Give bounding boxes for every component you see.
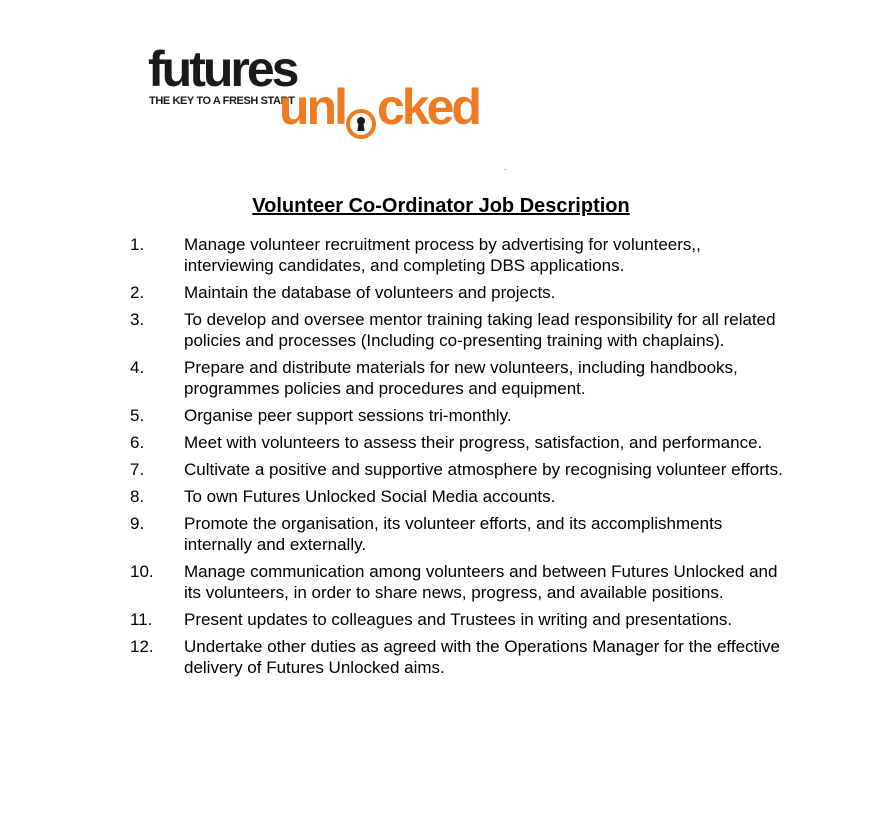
stray-mark: . [504,162,507,172]
duty-item [130,357,790,399]
duty-number: 7. [130,460,145,479]
duty-item [130,282,790,303]
keyhole-icon [346,97,376,127]
duty-number: 8. [130,487,145,506]
duty-number: 9. [130,514,145,533]
duty-number: 10. [130,562,154,581]
duty-number: 11. [130,610,153,629]
duty-item [130,432,790,453]
duty-text: Undertake other duties as agreed with the Operations Manager for the effective delivery of Futures Unlocked aims. [184,637,780,677]
duty-number: 2. [130,283,145,302]
duty-text: Manage communication among volunteers and between Futures Unlocked and its volunteers, in order to share news, progress, and available positions. [184,562,778,602]
duties-list [130,234,790,684]
duty-number: 4. [130,358,145,377]
duty-item [130,405,790,426]
logo-word-futures: futures [148,41,297,97]
duty-number: 6. [130,433,145,452]
duty-item [130,609,790,630]
duty-item [130,561,790,603]
duty-number: 12. [130,637,154,656]
duty-text: Prepare and distribute materials for new volunteers, including handbooks, programmes policies and procedures and equipment. [184,358,738,398]
duty-item [130,513,790,555]
logo-word-unlocked-start: unl [279,79,345,135]
duty-text: To own Futures Unlocked Social Media accounts. [184,487,556,506]
page-title: Volunteer Co-Ordinator Job Description [252,195,630,217]
duty-item [130,234,790,276]
duty-item [130,486,790,507]
logo-word-unlocked [279,79,479,135]
duty-text: Cultivate a positive and supportive atmosphere by recognising volunteer efforts. [184,460,783,479]
logo-word-unlocked-end: cked [376,79,479,135]
duty-text: Maintain the database of volunteers and projects. [184,283,556,302]
duty-number: 1. [130,235,145,254]
duty-text: Promote the organisation, its volunteer efforts, and its accomplishments internally and externally. [184,514,723,554]
duty-item [130,636,790,678]
duty-text: Present updates to colleagues and Trustees in writing and presentations. [184,610,733,629]
duty-number: 5. [130,406,145,425]
duty-number: 3. [130,310,145,329]
duty-text: To develop and oversee mentor training taking lead responsibility for all related policies and processes (Including co-presenting training with chaplains). [184,310,776,350]
duty-text: Meet with volunteers to assess their progress, satisfaction, and performance. [184,433,763,452]
duty-item [130,309,790,351]
duty-text: Manage volunteer recruitment process by advertising for volunteers,, interviewing candidates, and completing DBS applications. [184,235,701,275]
duty-text: Organise peer support sessions tri-monthly. [184,406,512,425]
logo-tagline: THE KEY TO A FRESH START [149,95,295,107]
futures-unlocked-logo [148,41,488,135]
duty-item [130,459,790,480]
